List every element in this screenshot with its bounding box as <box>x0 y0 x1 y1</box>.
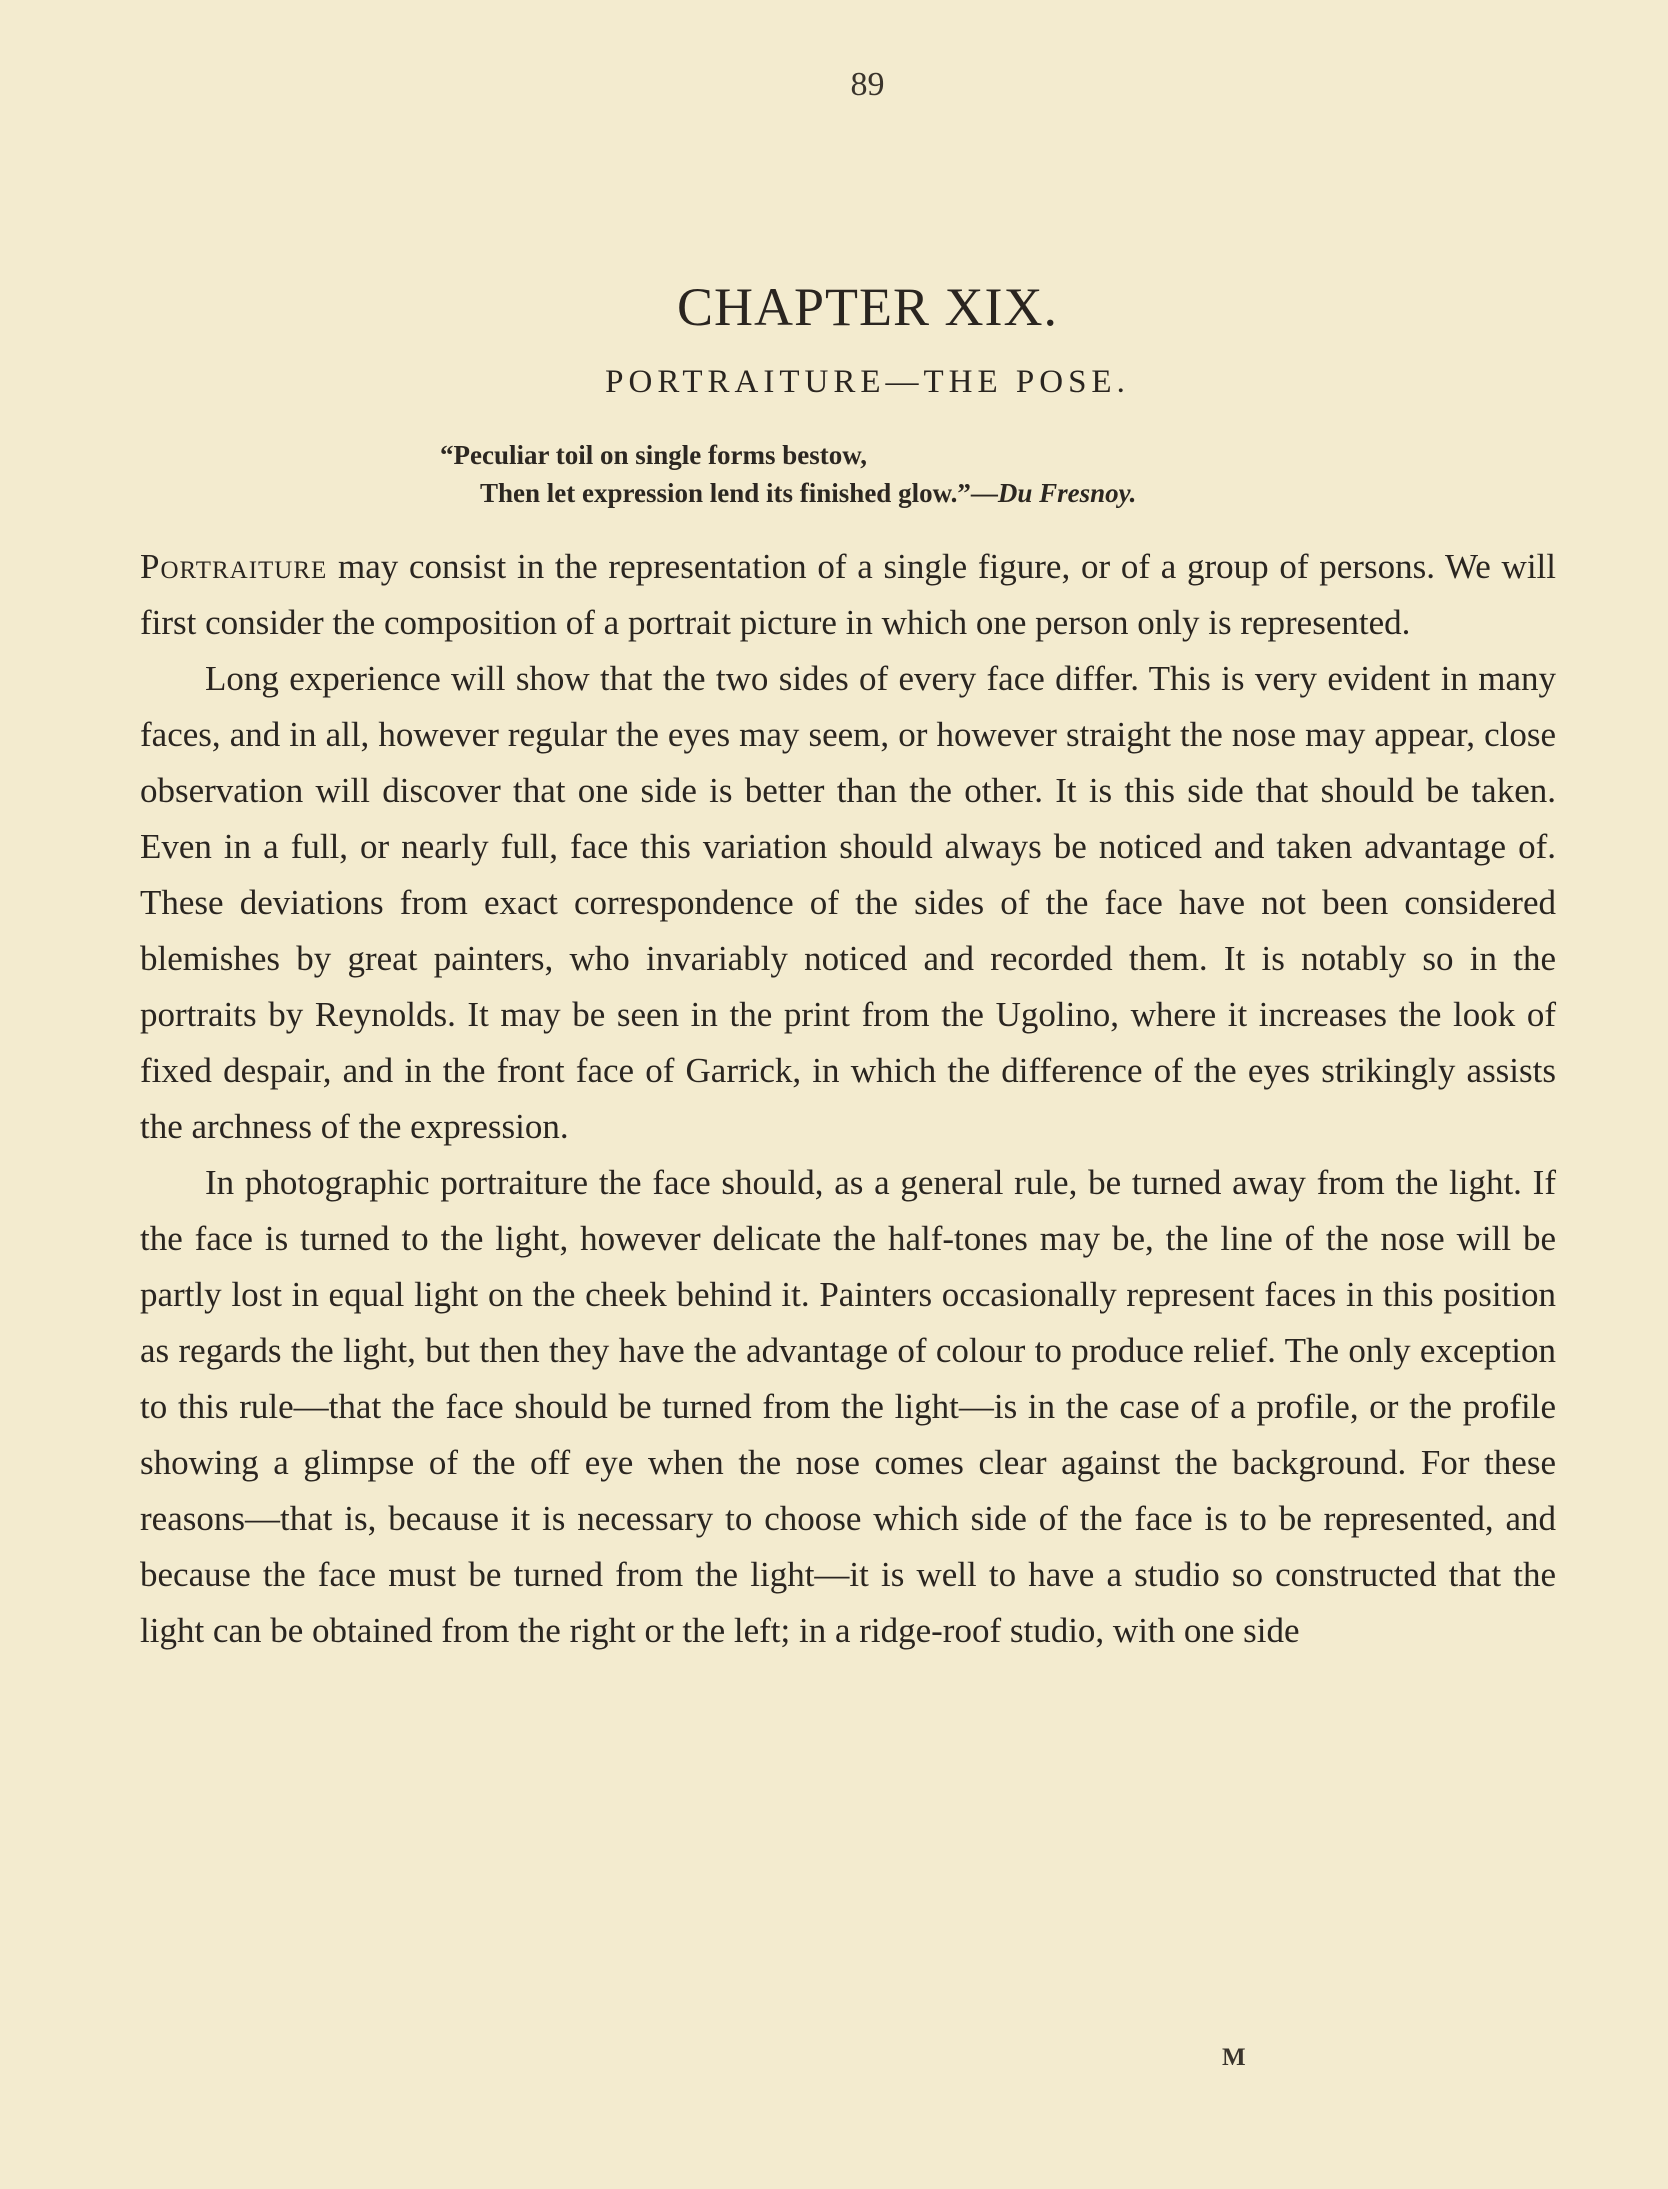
epigraph-attribution: Du Fresnoy. <box>997 478 1137 508</box>
paragraph-1 <box>140 539 1556 651</box>
chapter-title: CHAPTER XIX. <box>676 277 1058 337</box>
signature-mark: M <box>1222 2044 1246 2071</box>
paragraph-2: Long experience will show that the two sides of every face differ. This is very evident in many faces, and in all, however regular the eyes may seem, or however straight the nose may appear, close observation will discover that one side is better than the other. It is this side that should be taken. Even in a full, or nearly full, face this variation should always be noticed and taken advantage of. These deviations from exact correspondence of the sides of the face have not been considered blemishes by great painters, who invariably noticed and recorded them. It is notably so in the portraits by Reynolds. It may be seen in the print from the Ugolino, where it increases the look of fixed despair, and in the front face of Garrick, in which the difference of the eyes strikingly assists the archness of the expression. <box>140 659 1556 1146</box>
paragraph-1-text: may consist in the representation of a single figure, or of a group of persons. We will first consider the composition of a portrait picture in which one person only is represented. <box>140 547 1556 642</box>
chapter-subtitle: PORTRAITURE—THE POSE. <box>605 364 1130 400</box>
epigraph-line-2-text: Then let expression lend its finished glow.”— <box>480 478 998 508</box>
body-text <box>140 539 1556 1659</box>
epigraph <box>440 436 1136 512</box>
page-number: 89 <box>850 66 885 103</box>
paragraph-lead-word: Portraiture <box>140 547 328 586</box>
epigraph-line-2 <box>440 474 1136 512</box>
epigraph-line-1: “Peculiar toil on single forms bestow, <box>440 440 867 470</box>
paragraph-3: In photographic portraiture the face should, as a general rule, be turned away from the light. If the face is turned to the light, however delicate the half-tones may be, the line of the nose will be partly lost in equal light on the cheek behind it. Painters occasionally represent faces in this position as regards the light, but then they have the advantage of colour to produce relief. The only exception to this rule—that the face should be turned from the light—is in the case of a profile, or the profile showing a glimpse of the off eye when the nose comes clear against the background. For these reasons—that is, because it is necessary to choose which side of the face is to be represented, and because the face must be turned from the light—it is well to have a studio so constructed that the light can be obtained from the right or the left; in a ridge-roof studio, with one side <box>140 1163 1556 1650</box>
